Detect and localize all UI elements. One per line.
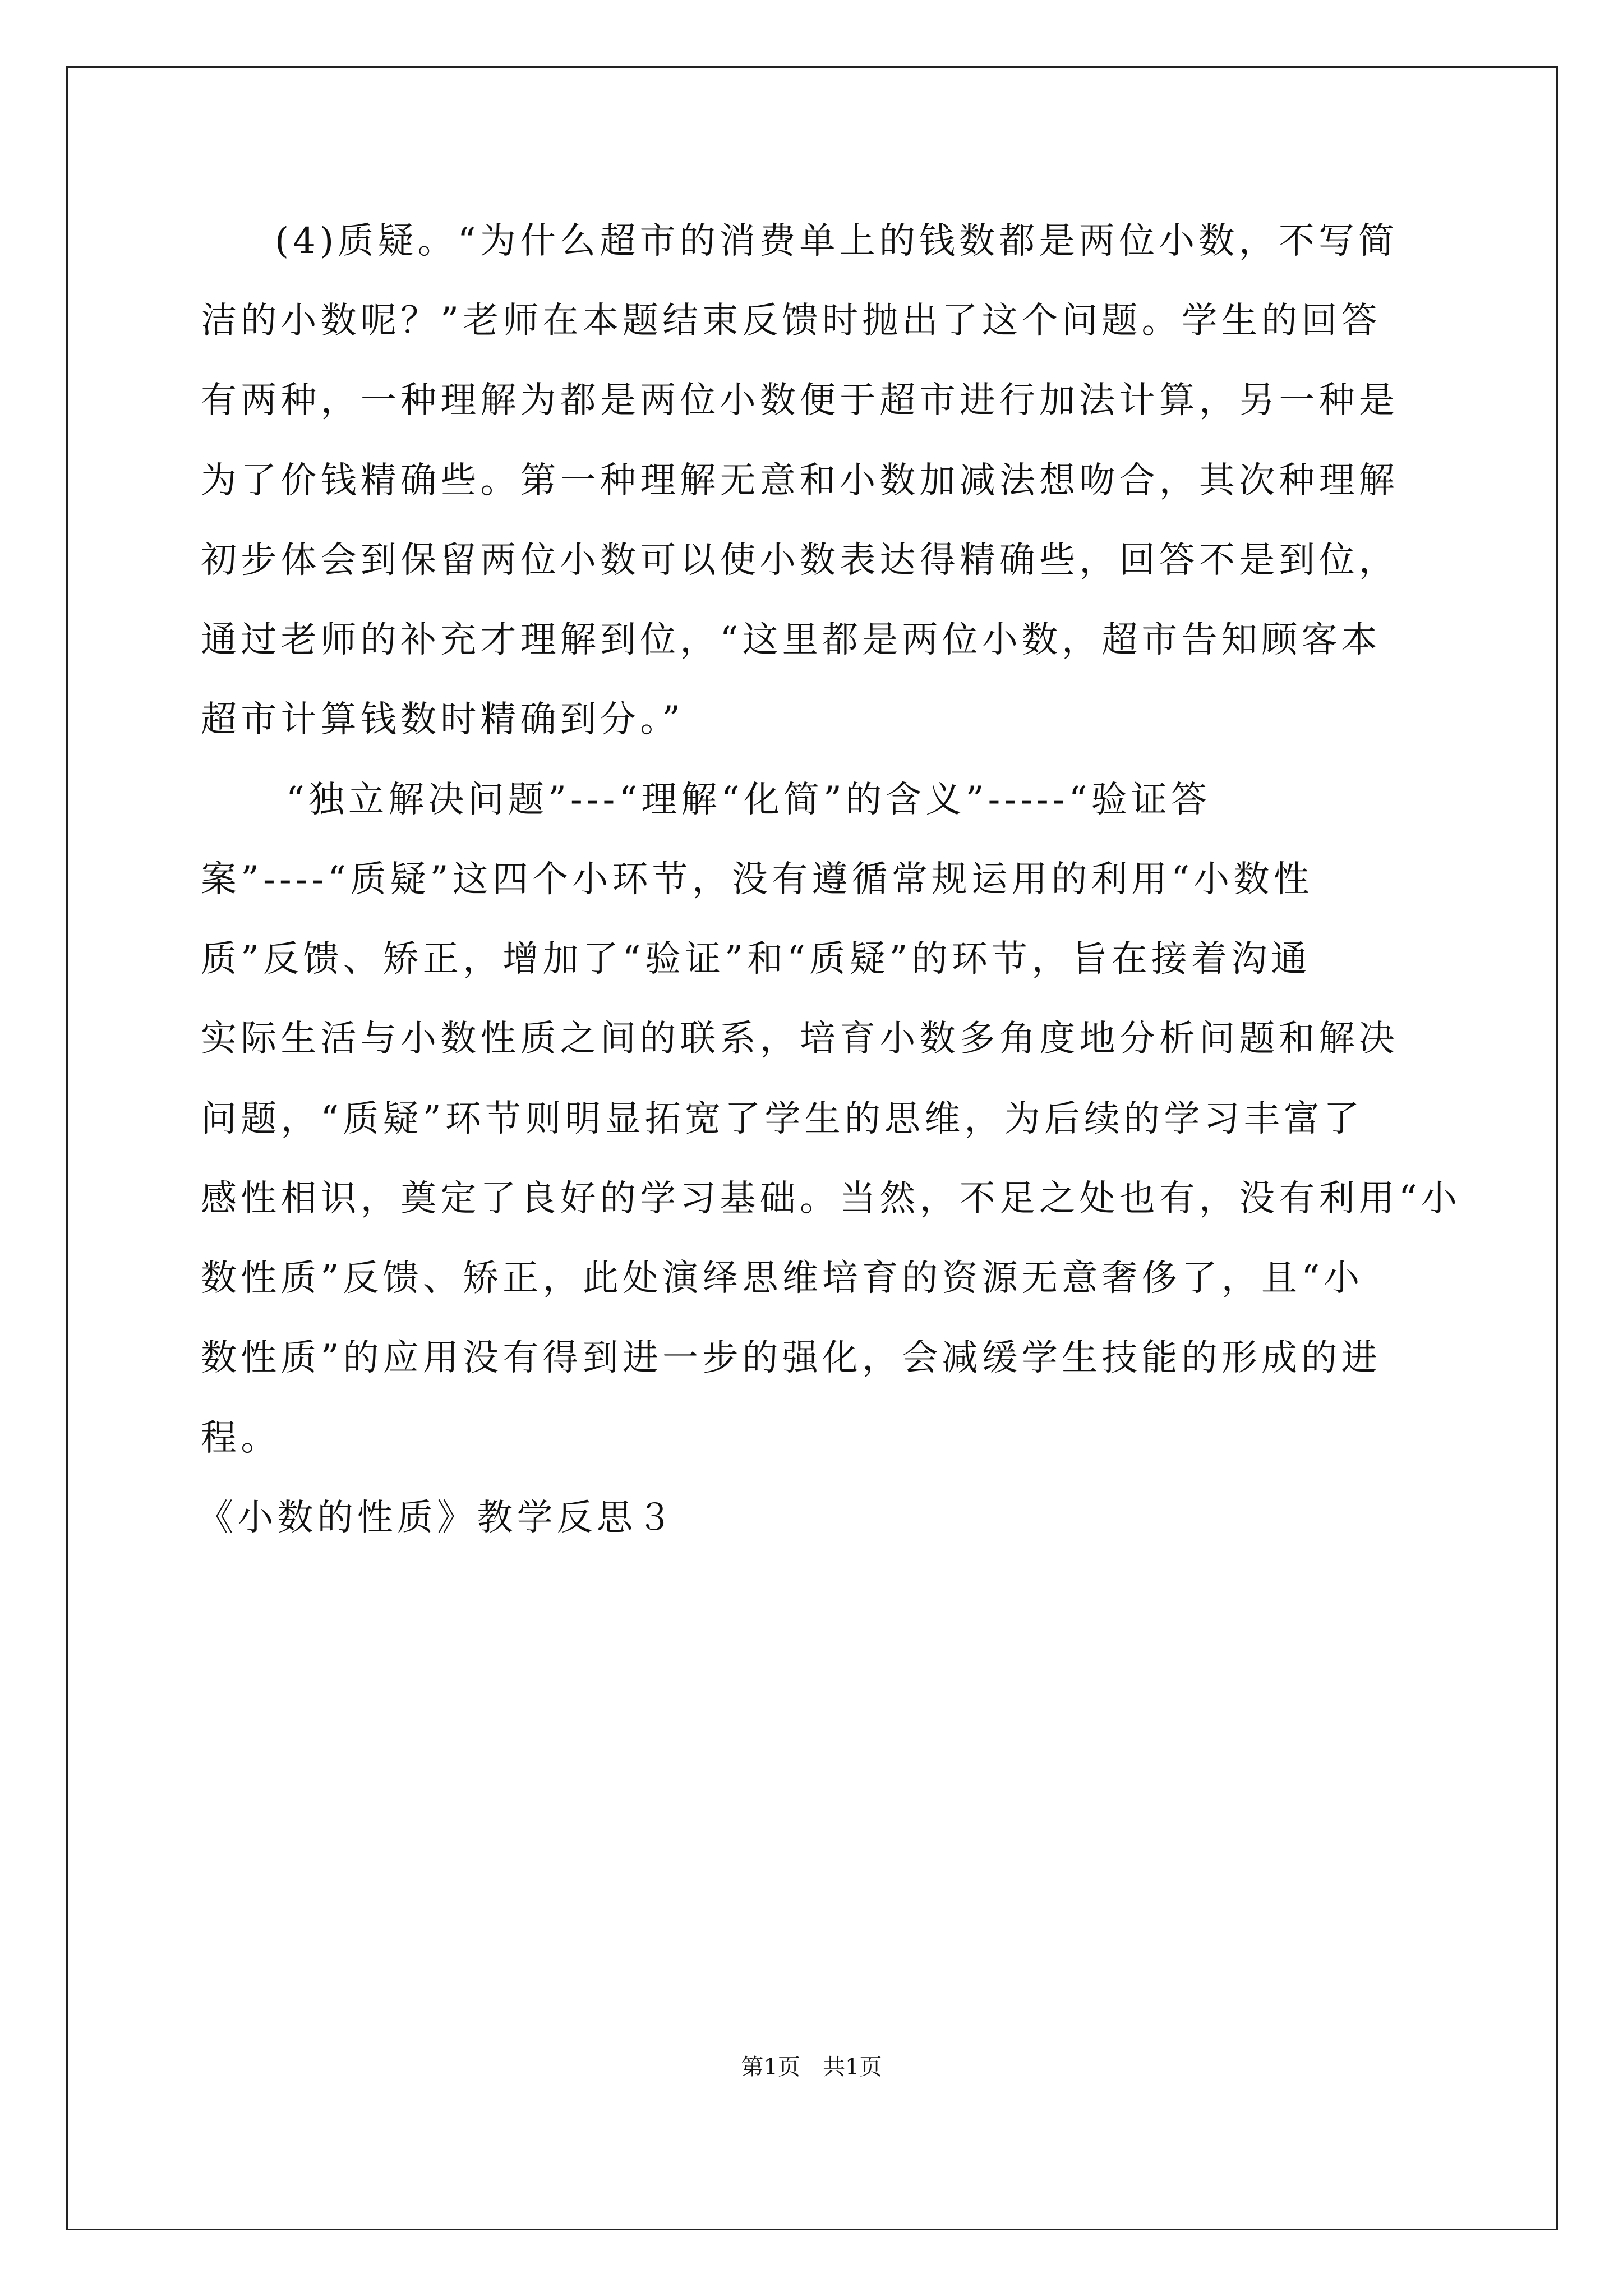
- paragraph-2-line-3: 质”反馈、矫正，增加了“验证”和“质疑”的环节，旨在接着沟通: [201, 938, 1311, 980]
- paragraph-1-line-1: (4)质疑。“为什么超市的消费单上的钱数都是两位小数，不写简: [275, 220, 1399, 262]
- section-heading: 《小数的性质》教学反思３: [197, 1497, 677, 1539]
- paragraph-2-line-2: 案”----“质疑”这四个小环节，没有遵循常规运用的利用“小数性: [201, 859, 1313, 900]
- paragraph-1-line-6: 通过老师的补充才理解到位，“这里都是两位小数，超市告知顾客本: [201, 619, 1381, 661]
- paragraph-2-line-1: “独立解决问题”---“理解“化简”的含义”-----“验证答: [286, 779, 1211, 821]
- paragraph-1-line-4: 为了价钱精确些。第一种理解无意和小数加减法想吻合，其次种理解: [201, 460, 1399, 501]
- paragraph-2-line-4: 实际生活与小数性质之间的联系，培育小数多角度地分析问题和解决: [201, 1018, 1399, 1060]
- paragraph-2-line-7: 数性质”反馈、矫正，此处演绎思维培育的资源无意奢侈了，且“小: [201, 1258, 1364, 1299]
- paragraph-2-line-9: 程。: [201, 1418, 281, 1459]
- paragraph-2-line-6: 感性相识，奠定了良好的学习基础。当然，不足之处也有，没有利用“小: [201, 1178, 1461, 1220]
- paragraph-1-line-2: 洁的小数呢？”老师在本题结束反馈时抛出了这个问题。学生的回答: [201, 300, 1381, 342]
- page-footer: 第1页 共1页: [741, 2054, 882, 2080]
- paragraph-1-line-5: 初步体会到保留两位小数可以使小数表达得精确些，回答不是到位，: [201, 540, 1399, 581]
- paragraph-2-line-8: 数性质”的应用没有得到进一步的强化，会减缓学生技能的形成的进: [201, 1337, 1381, 1379]
- paragraph-1-line-3: 有两种，一种理解为都是两位小数便于超市进行加法计算，另一种是: [201, 380, 1399, 421]
- paragraph-1-line-7: 超市计算钱数时精确到分。”: [201, 699, 685, 740]
- paragraph-2-line-5: 问题，“质疑”环节则明显拓宽了学生的思维，为后续的学习丰富了: [201, 1098, 1364, 1140]
